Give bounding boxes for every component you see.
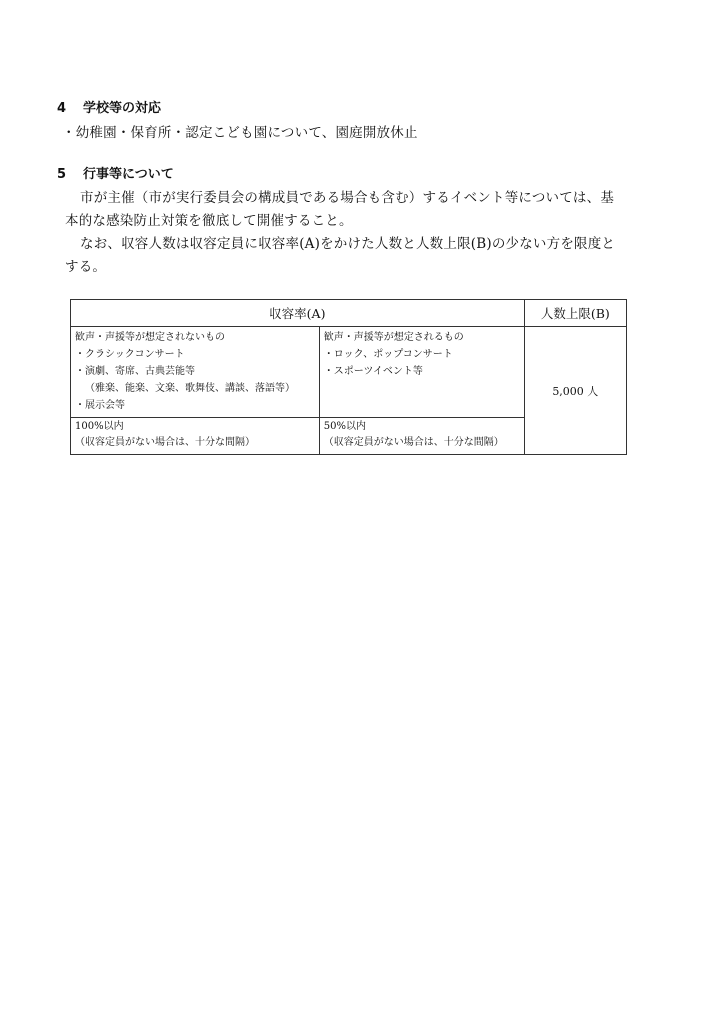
- left-category-item: ・展示会等: [75, 400, 125, 411]
- section-5-paragraph-line: なお、収容人数は収容定員に収容率(A)をかけた人数と人数上限(B)の少ない方を限度と: [80, 236, 616, 252]
- section-4-heading: [57, 97, 161, 116]
- section-5-heading: [57, 163, 174, 182]
- section-5-number: 5: [57, 167, 67, 182]
- left-category-item: ・クラシックコンサート: [75, 349, 185, 360]
- left-category-item: （雅楽、能楽、文楽、歌舞伎、講談、落語等）: [85, 383, 295, 394]
- right-category-item: ・ロック、ポップコンサート: [323, 349, 453, 360]
- section-5-paragraph-line: する。: [65, 259, 107, 275]
- right-category-title: 歓声・声援等が想定されるもの: [323, 332, 464, 343]
- left-category-cell: [71, 327, 320, 418]
- capacity-table: [70, 299, 627, 455]
- left-rate-cell: [71, 418, 320, 455]
- right-rate-cell: [319, 418, 524, 455]
- section-5-paragraph-line: 市が主催（市が実行委員会の構成員である場合も含む）するイベント等については、基: [80, 190, 615, 206]
- right-rate: 50%以内: [323, 421, 367, 432]
- section-5-paragraph-line: 本的な感染防止対策を徹底して開催すること。: [65, 213, 353, 229]
- table-category-row: [71, 327, 627, 418]
- right-category-item: ・スポーツイベント等: [323, 366, 423, 377]
- table-header-row: [71, 300, 627, 327]
- header-limit: 人数上限(B): [524, 300, 626, 327]
- left-rate: 100%以内: [75, 421, 124, 432]
- left-category-item: ・演劇、寄席、古典芸能等: [75, 366, 195, 377]
- section-4-number: 4: [57, 101, 67, 116]
- right-rate-note: （収容定員がない場合は、十分な間隔）: [323, 437, 504, 448]
- right-category-cell: [319, 327, 524, 418]
- section-4-title: 学校等の対応: [83, 101, 162, 116]
- header-rate: 収容率(A): [71, 300, 525, 327]
- limit-value: 5,000 人: [524, 327, 626, 455]
- section-4-line: ・幼稚園・保育所・認定こども園について、園庭開放休止: [62, 125, 418, 141]
- left-rate-note: （収容定員がない場合は、十分な間隔）: [75, 437, 255, 448]
- left-category-title: 歓声・声援等が想定されないもの: [75, 332, 225, 343]
- section-5-title: 行事等について: [83, 167, 174, 182]
